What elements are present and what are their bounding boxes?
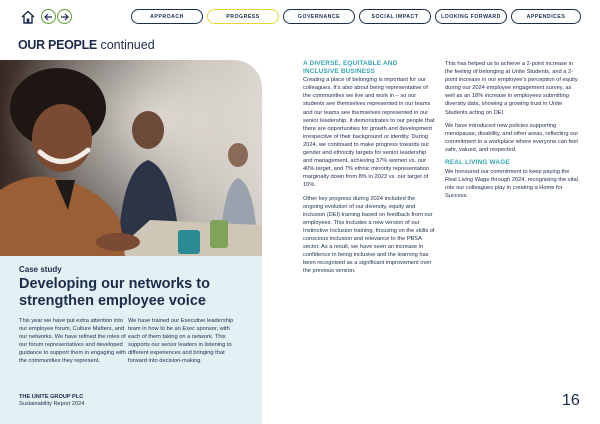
case-study-heading: Developing our networks to strengthen employee voice (19, 276, 210, 309)
case-study-col-2: We have trained our Executive leadership team in how to be an Exec sponsor, with each of them taking on a network. This supports our senior leaders in listening to different experiences and bringing that forward into decision-making. (128, 318, 234, 365)
case-study-label: Case study (19, 265, 62, 274)
right-column (445, 60, 579, 205)
nav-looking-forward[interactable]: LOOKING FORWARD (435, 9, 507, 24)
living-wage-heading: REAL LIVING WAGE (445, 159, 510, 167)
dei-heading: A DIVERSE, EQUITABLE AND INCLUSIVE BUSINESS (303, 60, 398, 75)
nav-governance[interactable]: GOVERNANCE (283, 9, 355, 24)
footer-report-name: Sustainability Report 2024 (19, 401, 85, 407)
nav-social-impact[interactable]: SOCIAL IMPACT (359, 9, 431, 24)
policies-paragraph: We have introduced new policies supporting menopause, disability, and other areas, reflecting our commitment to a workplace where everyone can feel safe, valued, and respected. (445, 122, 579, 153)
page-number: 16 (562, 392, 580, 409)
home-icon[interactable] (20, 9, 36, 25)
page-title-bold: OUR PEOPLE (18, 38, 97, 52)
back-arrow-icon[interactable] (41, 9, 56, 24)
dei-paragraph-2: Other key progress during 2024 included the ongoing evolution of our diversity, equity and inclusion (DEI) training based on feedback from our employees. This includes a new version of our Instinctive Inclusion training, focusing on the skills of conscious inclusion and relevance to the PBSA sector. As a result, we have seen an increase in confidence in being inclusive and the learning has been recognised as a significant improvement over the previous version. (303, 195, 435, 275)
middle-column (303, 60, 435, 280)
nav-approach[interactable]: APPROACH (131, 9, 203, 24)
top-navigation (0, 0, 600, 34)
living-wage-paragraph: We honoured our commitment to keep paying the Real Living Wage through 2024, recognising the vital role our colleagues play in creating a Home for Success. (445, 168, 578, 199)
case-study-panel (0, 256, 262, 424)
nav-progress[interactable]: PROGRESS (207, 9, 279, 24)
footer-organisation: THE UNITE GROUP PLC (19, 394, 84, 400)
belonging-paragraph: This has helped us to achieve a 2-point increase in the feeling of belonging at Unite Students, and a 2-point increase in our employee’s perception of equity during our 2024 employee engagement survey, as well as an 18% increase in employees submitting diversity data, showing a growing trust in Unite Students acting on DEI. (445, 61, 578, 116)
nav-appendices[interactable]: APPENDICES (511, 9, 581, 24)
forward-arrow-icon[interactable] (57, 9, 72, 24)
case-study-col-1: This year we have put extra attention into our employee forum, Culture Matters, and our networks. We have refined the roles of our forum representatives and developed guidance to support them in engaging with the communities they represent. (19, 318, 126, 365)
office-photo (0, 60, 262, 256)
dei-paragraph-1: Creating a place of belonging is important for our colleagues. It’s also about being representative of the communities we live and work in – so our students see themselves represented in our teams and our teams see themselves represented in our senior leadership. It demonstrates to our people that there are opportunities for growth and development irrespective of their background or identity. During 2024, we continued to make progress towards our gender and ethnicity targets for senior leadership and management, achieving 37% women vs. our 40% target, and 7% ethnic minority representation marginally down from 8% in 2023 vs. our target of 10%. (303, 77, 435, 189)
page-title (18, 38, 155, 52)
page-title-rest: continued (96, 38, 155, 52)
